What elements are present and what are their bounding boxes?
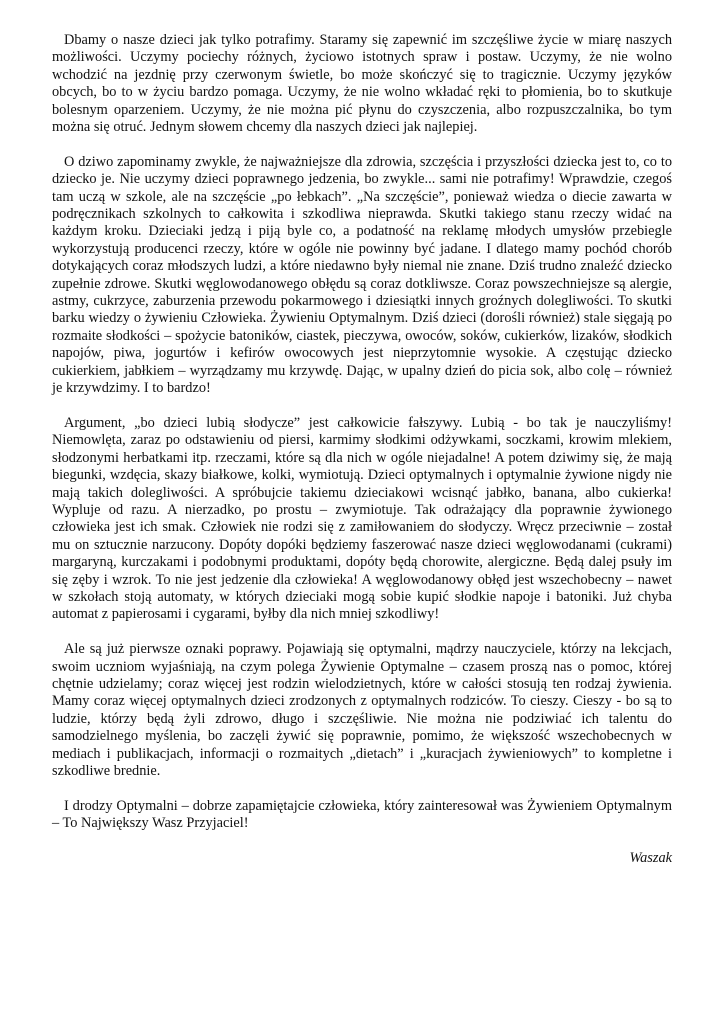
paragraph-closing: I drodzy Optymalni – dobrze zapamiętajcie człowieka, który zainteresował was Żywieniem Optymalnym – To Największy Wasz Przyjaciel! [52,797,672,832]
paragraph-intro: Dbamy o nasze dzieci jak tylko potrafimy. Staramy się zapewnić im szczęśliwe życie w miarę naszych możliwości. Uczymy pociechy różnych, życiowo istotnych spraw i postaw. Uczymy, że nie wolno wchodzić na jezdnię przy czerwonym świetle, bo może skończyć się to tragicznie. Uczymy języków obcych, bo to w życiu bardzo pomaga. Uczymy, że nie wolno wkładać ręki to płomienia, bo to skutkuje bolesnym oparzeniem. Uczymy, że nie można pić płynu do czyszczenia, albo rozpuszczalnika, bo tym można się otruć. Jednym słowem chcemy dla naszych dzieci jak najlepiej. [52,32,672,136]
document-page [52,32,672,867]
paragraph-signs-of-improvement: Ale są już pierwsze oznaki poprawy. Pojawiają się optymalni, mądrzy nauczyciele, którzy na lekcjach, swoim uczniom wyjaśniają, na czym polega Żywienie Optymalne – czasem proszą nas o pomoc, której chętnie udzielamy; coraz więcej jest rodzin wielodzietnych, które w całości stosują ten rodzaj żywienia. Mamy coraz więcej optymalnych dzieci zrodzonych z optymalnych rodziców. To cieszy. Cieszy - bo są to ludzie, którzy będą żyli zdrowo, długo i szczęśliwie. Nie można nie podziwiać ich talentu do samodzielnego myślenia, bo zaczęli żywić się poprawnie, pomimo, że większość wszechobecnych w mediach i publikacjach, informacji o rozmaitych „dietach” i „kuracjach żywieniowych” to kompletne i szkodliwe brednie. [52,641,672,780]
paragraph-diet-knowledge: O dziwo zapominamy zwykle, że najważniejsze dla zdrowia, szczęścia i przyszłości dziecka jest to, co to dziecko je. Nie uczymy dzieci poprawnego jedzenia, bo zwykle... sami nie potrafimy! Wprawdzie, czegoś tam uczą w szkole, ale na szczęście „po łebkach”. „Na szczęście”, ponieważ wiedza o diecie zawarta w podręcznikach szkolnych to całkowita i szkodliwa nieprawda. Skutki takiego stanu rzeczy widać na każdym kroku. Dzieciaki jedzą i piją byle co, a podatność na reklamę młodych umysłów przebiegle wykorzystują producenci rzeczy, które w ogóle nie powinny być jadane. I dlatego mamy pochód chorób dotykających coraz młodszych ludzi, a które niedawno były niemal nie znane. Dziś trudno znaleźć dziecko zupełnie zdrowe. Skutki węglowodanowego obłędu są coraz dotkliwsze. Coraz powszechniejsze są alergie, astmy, cukrzyce, zaburzenia przewodu pokarmowego i dziesiątki innych groźnych dolegliwości. To skutki barku wiedzy o żywieniu Człowieka. Żywieniu Optymalnym. Dziś dzieci (dorośli również) stale sięgają po rozmaite słodkości – spożycie batoników, ciastek, pieczywa, owoców, soków, cukierków, lizaków, słodkich napojów, piwa, jogurtów i kefirów owocowych jest nieprzytomnie wysokie. A częstując dziecko cukierkiem, jabłkiem – wyrządzamy mu krzywdę. Dając, w upalny dzień do picia sok, albo colę – również je krzywdzimy. I to bardzo! [52,153,672,397]
author-signature: Waszak [629,850,672,867]
paragraph-sweets-argument: Argument, „bo dzieci lubią słodycze” jest całkowicie fałszywy. Lubią - bo tak je nauczyliśmy! Niemowlęta, zaraz po odstawieniu od piersi, karmimy słodkimi odżywkami, soczkami, krowim mlekiem, słodzonymi herbatkami itp. rzeczami, które są dla nich w ogóle niejadalne! A potem dziwimy się, że mają biegunki, wzdęcia, skazy białkowe, kolki, wymiotują. Dzieci optymalnych i optymalnie żywione nigdy nie mają takich dolegliwości. A spróbujcie takiemu dzieciakowi wcisnąć jabłko, banana, albo cukierka! Wypluje od razu. A nierzadko, po prostu – zwymiotuje. Tak odrażający dla poprawnie żywionego człowieka jest ich smak. Człowiek nie rodzi się z zamiłowaniem do słodyczy. Wręcz przeciwnie – został mu on sztucznie narzucony. Dopóty dopóki będziemy faszerować nasze dzieci węglowodanami (cukrami) margaryną, kurczakami i podobnymi produktami, dopóty będą chorowite, alergiczne. Będą dalej psuły im się zęby i wzrok. To nie jest jedzenie dla człowieka! A węglowodanowy obłęd jest wszechobecny – nawet w szkołach stoją automaty, w których dzieciaki mogą sobie kupić słodkie napoje i batoniki. Już chyba automat z papierosami i cygarami, byłby dla nich mniej szkodliwy! [52,414,672,623]
